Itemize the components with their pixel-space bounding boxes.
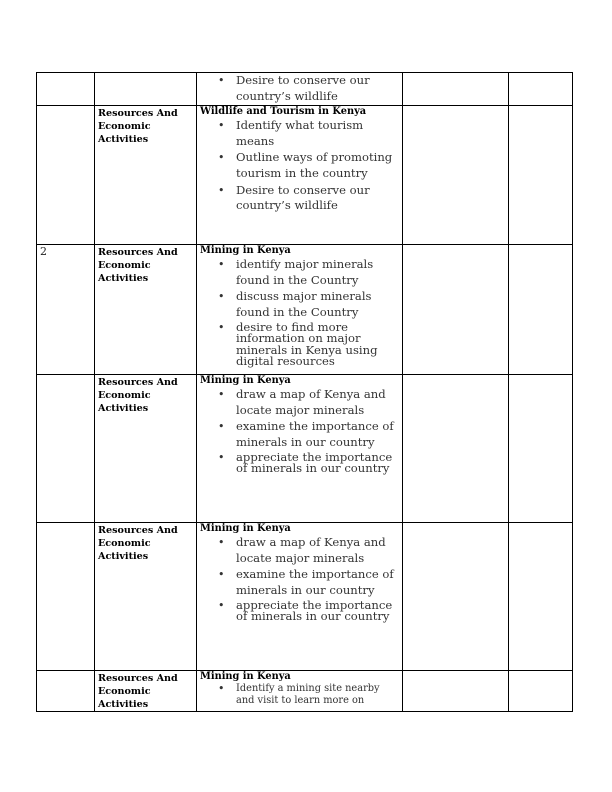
- table-row: [37, 245, 573, 375]
- outcome-item: • examine the importance of minerals in our country: [236, 567, 399, 598]
- empty-cell: [403, 106, 509, 245]
- outcome-item: • Desire to conserve our country’s wildlife: [236, 183, 399, 214]
- week-cell: [37, 523, 95, 671]
- outcome-item: • appreciate the importance of minerals in our country: [236, 452, 399, 475]
- outcome-item: • draw a map of Kenya and locate major minerals: [236, 387, 399, 418]
- outcome-item: • Identify a mining site nearby and visit to learn more on: [236, 683, 399, 707]
- week-cell: 2: [37, 245, 95, 375]
- outcomes-list: [200, 118, 399, 214]
- outcome-item: • appreciate the importance of minerals in our country: [236, 600, 399, 623]
- strand-cell: [95, 73, 197, 106]
- outcomes-list: [200, 387, 399, 474]
- table-row: [37, 106, 573, 245]
- outcomes-cell: [197, 375, 403, 523]
- sub-strand-heading: Mining in Kenya: [200, 671, 291, 683]
- outcome-item: • Identify what tourism means: [236, 118, 399, 149]
- outcomes-cell: [197, 73, 403, 106]
- week-cell: [37, 106, 95, 245]
- empty-cell: [403, 73, 509, 106]
- strand-cell: Resources And Economic Activities: [95, 106, 197, 245]
- empty-cell: [403, 375, 509, 523]
- table-row: [37, 73, 573, 106]
- sub-strand-heading: Mining in Kenya: [200, 245, 291, 257]
- outcome-item: • Outline ways of promoting tourism in the country: [236, 150, 399, 181]
- outcomes-cell: [197, 523, 403, 671]
- strand-cell: Resources And Economic Activities: [95, 375, 197, 523]
- table-row: [37, 523, 573, 671]
- scheme-of-work-table: [36, 72, 573, 712]
- outcomes-cell: [197, 245, 403, 375]
- empty-cell: [509, 106, 573, 245]
- week-cell: [37, 375, 95, 523]
- strand-cell: Resources And Economic Activities: [95, 523, 197, 671]
- empty-cell: [403, 245, 509, 375]
- sub-strand-heading: Mining in Kenya: [200, 523, 291, 535]
- empty-cell: [403, 671, 509, 712]
- strand-cell: Resources And Economic Activities: [95, 671, 197, 712]
- outcome-item: • identify major minerals found in the Country: [236, 257, 399, 288]
- week-cell: [37, 73, 95, 106]
- empty-cell: [403, 523, 509, 671]
- table-row: [37, 375, 573, 523]
- strand-cell: Resources And Economic Activities: [95, 245, 197, 375]
- outcomes-cell: [197, 671, 403, 712]
- table-row: [37, 671, 573, 712]
- outcome-item: • desire to find more information on major minerals in Kenya using digital resources: [236, 322, 399, 368]
- outcome-item: • Desire to conserve our country’s wildlife: [236, 73, 399, 104]
- outcome-item: • discuss major minerals found in the Country: [236, 289, 399, 320]
- outcomes-cell: [197, 106, 403, 245]
- empty-cell: [509, 671, 573, 712]
- empty-cell: [509, 245, 573, 375]
- empty-cell: [509, 375, 573, 523]
- outcomes-list: [200, 535, 399, 622]
- week-cell: [37, 671, 95, 712]
- outcome-item: • draw a map of Kenya and locate major minerals: [236, 535, 399, 566]
- outcomes-list: [200, 73, 399, 104]
- outcomes-list: [200, 257, 399, 367]
- empty-cell: [509, 73, 573, 106]
- empty-cell: [509, 523, 573, 671]
- sub-strand-heading: Mining in Kenya: [200, 375, 291, 387]
- outcome-item: • examine the importance of minerals in our country: [236, 419, 399, 450]
- sub-strand-heading: Wildlife and Tourism in Kenya: [200, 106, 367, 118]
- outcomes-list: [200, 683, 399, 707]
